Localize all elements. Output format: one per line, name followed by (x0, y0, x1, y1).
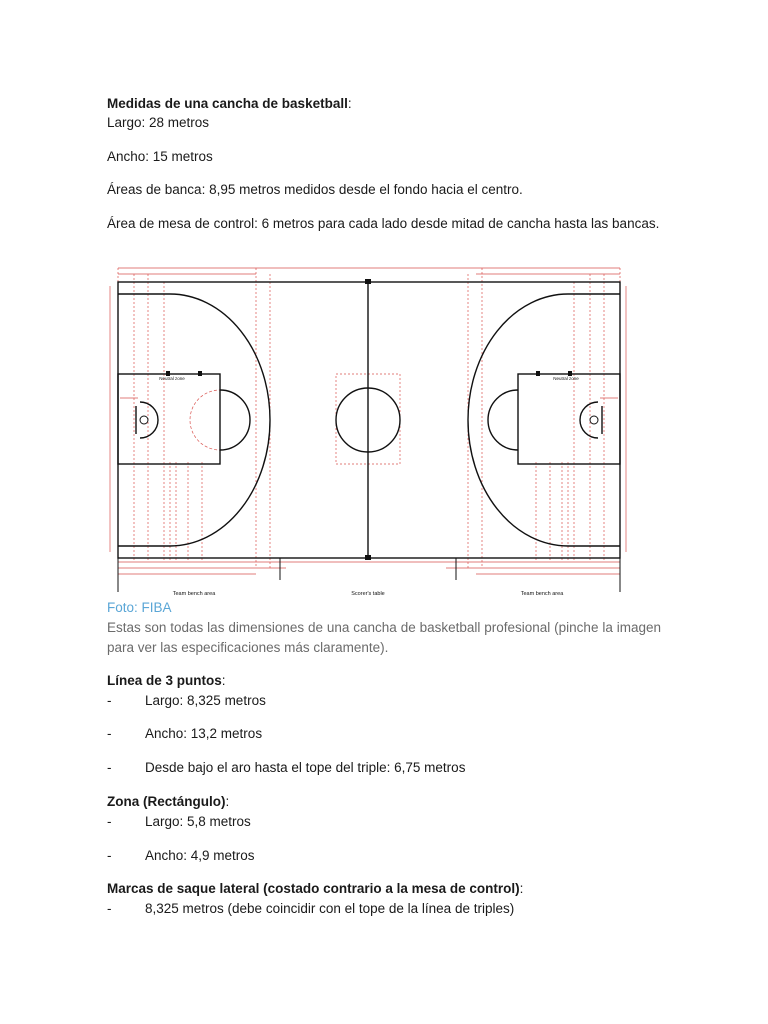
left-hoop (140, 416, 148, 424)
zona-heading: Zona (Rectángulo) (107, 794, 226, 809)
intro-heading-line (107, 94, 661, 114)
photo-caption: Estas son todas las dimensiones de una cancha de basketball profesional (pinche la imagen para ver las especificaciones más claramente). (107, 620, 661, 655)
right-restricted-area (518, 374, 620, 464)
court-boundary (118, 282, 620, 558)
list-item: Ancho: 13,2 metros (145, 726, 263, 741)
triple-heading-line (107, 671, 661, 691)
left-neutral-zone-label: Neutral zone (159, 376, 185, 381)
photo-credit-link[interactable]: Foto: FIBA (107, 600, 172, 615)
right-bench-label: Team bench area (520, 591, 564, 597)
left-restricted-area (118, 374, 220, 464)
court-markers (166, 279, 572, 560)
right-no-charge-arc (580, 402, 598, 438)
list-item: Ancho: 4,9 metros (145, 848, 255, 863)
right-hoop (590, 416, 598, 424)
intro-ancho: Ancho: 15 metros (107, 149, 213, 164)
court-lines (118, 282, 620, 592)
intro-largo: Largo: 28 metros (107, 115, 210, 130)
bullet-dash: - (107, 760, 112, 775)
scorers-table-label: Scorer's table (351, 591, 385, 597)
list-item: 8,325 metros (debe coincidir con el tope de la línea de triples) (145, 901, 515, 916)
left-bench-label: Team bench area (172, 591, 216, 597)
list-item: Largo: 5,8 metros (145, 814, 251, 829)
intro-areas-banca: Áreas de banca: 8,95 metros medidos desde el fondo hacia el centro. (107, 182, 523, 197)
list-item: Largo: 8,325 metros (145, 693, 266, 708)
left-no-charge-arc (140, 402, 158, 438)
photo-credit[interactable] (107, 598, 661, 618)
intro-heading: Medidas de una cancha de basketball (107, 96, 348, 111)
list-item: Desde bajo el aro hasta el tope del triple: 6,75 metros (145, 760, 466, 775)
zona-heading-suffix: : (225, 794, 230, 809)
left-free-throw-circle (220, 390, 250, 450)
bullet-dash: - (107, 814, 112, 829)
right-neutral-zone-label: Neutral zone (553, 376, 579, 381)
intro-mesa-control: Área de mesa de control: 6 metros para cada lado desde mitad de cancha hasta las bancas. (107, 216, 660, 231)
bullet-dash: - (107, 726, 112, 741)
bullet-dash: - (107, 693, 112, 708)
intro-heading-suffix: : (347, 96, 352, 111)
court-diagram[interactable] (106, 262, 642, 602)
right-three-point-line (468, 294, 620, 546)
left-three-point-line (118, 294, 270, 546)
right-free-throw-circle (488, 390, 518, 450)
zona-heading-line (107, 792, 661, 812)
triple-heading-suffix: : (221, 673, 226, 688)
triple-heading: Línea de 3 puntos (107, 673, 222, 688)
saque-heading: Marcas de saque lateral (costado contrario a la mesa de control) (107, 881, 520, 896)
bullet-dash: - (107, 848, 112, 863)
saque-heading-line (107, 879, 661, 899)
bullet-dash: - (107, 901, 112, 916)
saque-heading-suffix: : (519, 881, 524, 896)
